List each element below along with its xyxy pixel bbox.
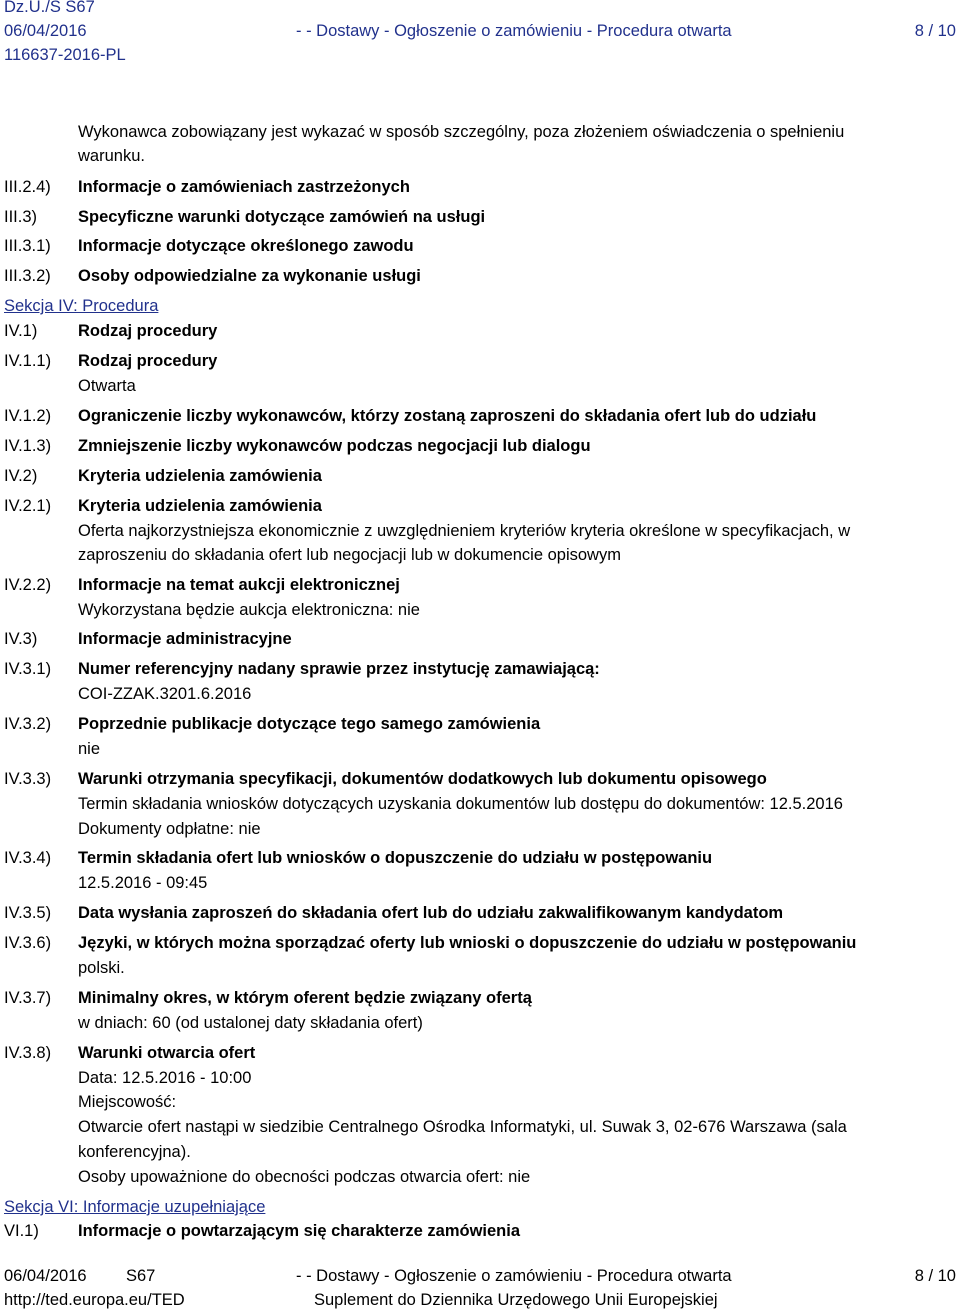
section-heading: Sekcja VI: Informacje uzupełniające	[4, 1198, 266, 1216]
item-number: IV.3.7)	[4, 989, 52, 1007]
item-text: Wykorzystana będzie aukcja elektroniczna: nie	[78, 601, 420, 619]
item-text: polski.	[78, 959, 125, 977]
intro-line-1: Wykonawca zobowiązany jest wykazać w sposób szczególny, poza złożeniem oświadczenia o spełnieniu	[78, 123, 845, 141]
header-title: - - Dostawy - Ogłoszenie o zamówieniu - Procedura otwarta	[296, 22, 732, 40]
item-number: IV.1.3)	[4, 437, 52, 455]
item-text: zaproszeniu do składania ofert lub negocjacji lub w dokumencie opisowym	[78, 546, 621, 564]
item-title: Kryteria udzielenia zamówienia	[78, 467, 322, 485]
item-title: Informacje na temat aukcji elektronicznej	[78, 576, 400, 594]
item-title: Informacje o powtarzającym się charakterze zamówienia	[78, 1222, 521, 1240]
item-text: Miejscowość:	[78, 1093, 177, 1111]
item-number: IV.3.8)	[4, 1044, 52, 1062]
item-number: IV.1.2)	[4, 407, 52, 425]
header-date: 06/04/2016	[4, 22, 87, 40]
item-number: IV.1.1)	[4, 352, 52, 370]
item-text: Otwarcie ofert nastąpi w siedzibie Centralnego Ośrodka Informatyki, ul. Suwak 3, 02-676 Warszawa (sala	[78, 1118, 847, 1136]
item-number: VI.1)	[4, 1222, 39, 1240]
footer-supplement: Suplement do Dziennika Urzędowego Unii Europejskiej	[314, 1291, 718, 1309]
item-title: Data wysłania zaproszeń do składania ofert lub do udziału zakwalifikowanym kandydatom	[78, 904, 784, 922]
item-title: Kryteria udzielenia zamówienia	[78, 497, 322, 515]
item-title: Rodzaj procedury	[78, 352, 218, 370]
item-title: Informacje o zamówieniach zastrzeżonych	[78, 178, 410, 196]
item-text: Termin składania wniosków dotyczących uzyskania dokumentów lub dostępu do dokumentów: 12.5.2016	[78, 795, 843, 813]
item-number: III.2.4)	[4, 178, 51, 196]
item-number: III.3.1)	[4, 237, 51, 255]
footer-journal: S67	[126, 1267, 156, 1285]
item-text: Dokumenty odpłatne: nie	[78, 820, 261, 838]
item-title: Informacje dotyczące określonego zawodu	[78, 237, 414, 255]
item-text: nie	[78, 740, 101, 758]
item-number: IV.2)	[4, 467, 38, 485]
item-title: Minimalny okres, w którym oferent będzie związany ofertą	[78, 989, 532, 1007]
footer-page-number: 8 / 10	[914, 1267, 956, 1285]
footer-title: - - Dostawy - Ogłoszenie o zamówieniu - Procedura otwarta	[296, 1267, 732, 1285]
footer-date: 06/04/2016	[4, 1267, 87, 1285]
item-text: COI-ZZAK.3201.6.2016	[78, 685, 252, 703]
item-text: Data: 12.5.2016 - 10:00	[78, 1069, 252, 1087]
item-number: III.3.2)	[4, 267, 51, 285]
item-text: konferencyjna).	[78, 1143, 191, 1161]
item-number: IV.3.5)	[4, 904, 52, 922]
header-page-number: 8 / 10	[914, 22, 956, 40]
item-number: IV.3)	[4, 630, 38, 648]
item-title: Poprzednie publikacje dotyczące tego samego zamówienia	[78, 715, 541, 733]
item-number: III.3)	[4, 208, 38, 226]
item-title: Warunki otwarcia ofert	[78, 1044, 256, 1062]
item-title: Osoby odpowiedzialne za wykonanie usługi	[78, 267, 421, 285]
item-number: IV.2.2)	[4, 576, 52, 594]
footer-url-link[interactable]: http://ted.europa.eu/TED	[4, 1291, 185, 1309]
item-number: IV.2.1)	[4, 497, 52, 515]
item-number: IV.3.2)	[4, 715, 52, 733]
item-text: Osoby upoważnione do obecności podczas otwarcia ofert: nie	[78, 1168, 531, 1186]
item-text: Otwarta	[78, 377, 136, 395]
item-title: Termin składania ofert lub wniosków o dopuszczenie do udziału w postępowaniu	[78, 849, 713, 867]
item-title: Numer referencyjny nadany sprawie przez instytucję zamawiającą:	[78, 660, 600, 678]
item-number: IV.1)	[4, 322, 38, 340]
item-text: Oferta najkorzystniejsza ekonomicznie z uwzględnieniem kryteriów kryteria określone w specyfikacjach, w	[78, 522, 851, 540]
item-text: w dniach: 60 (od ustalonej daty składania ofert)	[78, 1014, 423, 1032]
section-heading: Sekcja IV: Procedura	[4, 297, 159, 315]
item-title: Rodzaj procedury	[78, 322, 218, 340]
item-title: Warunki otrzymania specyfikacji, dokumentów dodatkowych lub dokumentu opisowego	[78, 770, 767, 788]
item-title: Informacje administracyjne	[78, 630, 292, 648]
item-number: IV.3.4)	[4, 849, 52, 867]
item-number: IV.3.3)	[4, 770, 52, 788]
item-number: IV.3.1)	[4, 660, 52, 678]
journal-ref: Dz.U./S S67	[4, 0, 95, 16]
intro-line-2: warunku.	[78, 147, 145, 165]
item-title: Języki, w których można sporządzać oferty lub wnioski o dopuszczenie do udziału w postępowaniu	[78, 934, 857, 952]
item-title: Ograniczenie liczby wykonawców, którzy zostaną zaproszeni do składania ofert lub do udziału	[78, 407, 817, 425]
item-text: 12.5.2016 - 09:45	[78, 874, 208, 892]
item-title: Specyficzne warunki dotyczące zamówień na usługi	[78, 208, 486, 226]
item-title: Zmniejszenie liczby wykonawców podczas negocjacji lub dialogu	[78, 437, 591, 455]
item-number: IV.3.6)	[4, 934, 52, 952]
document-id: 116637-2016-PL	[4, 46, 126, 64]
